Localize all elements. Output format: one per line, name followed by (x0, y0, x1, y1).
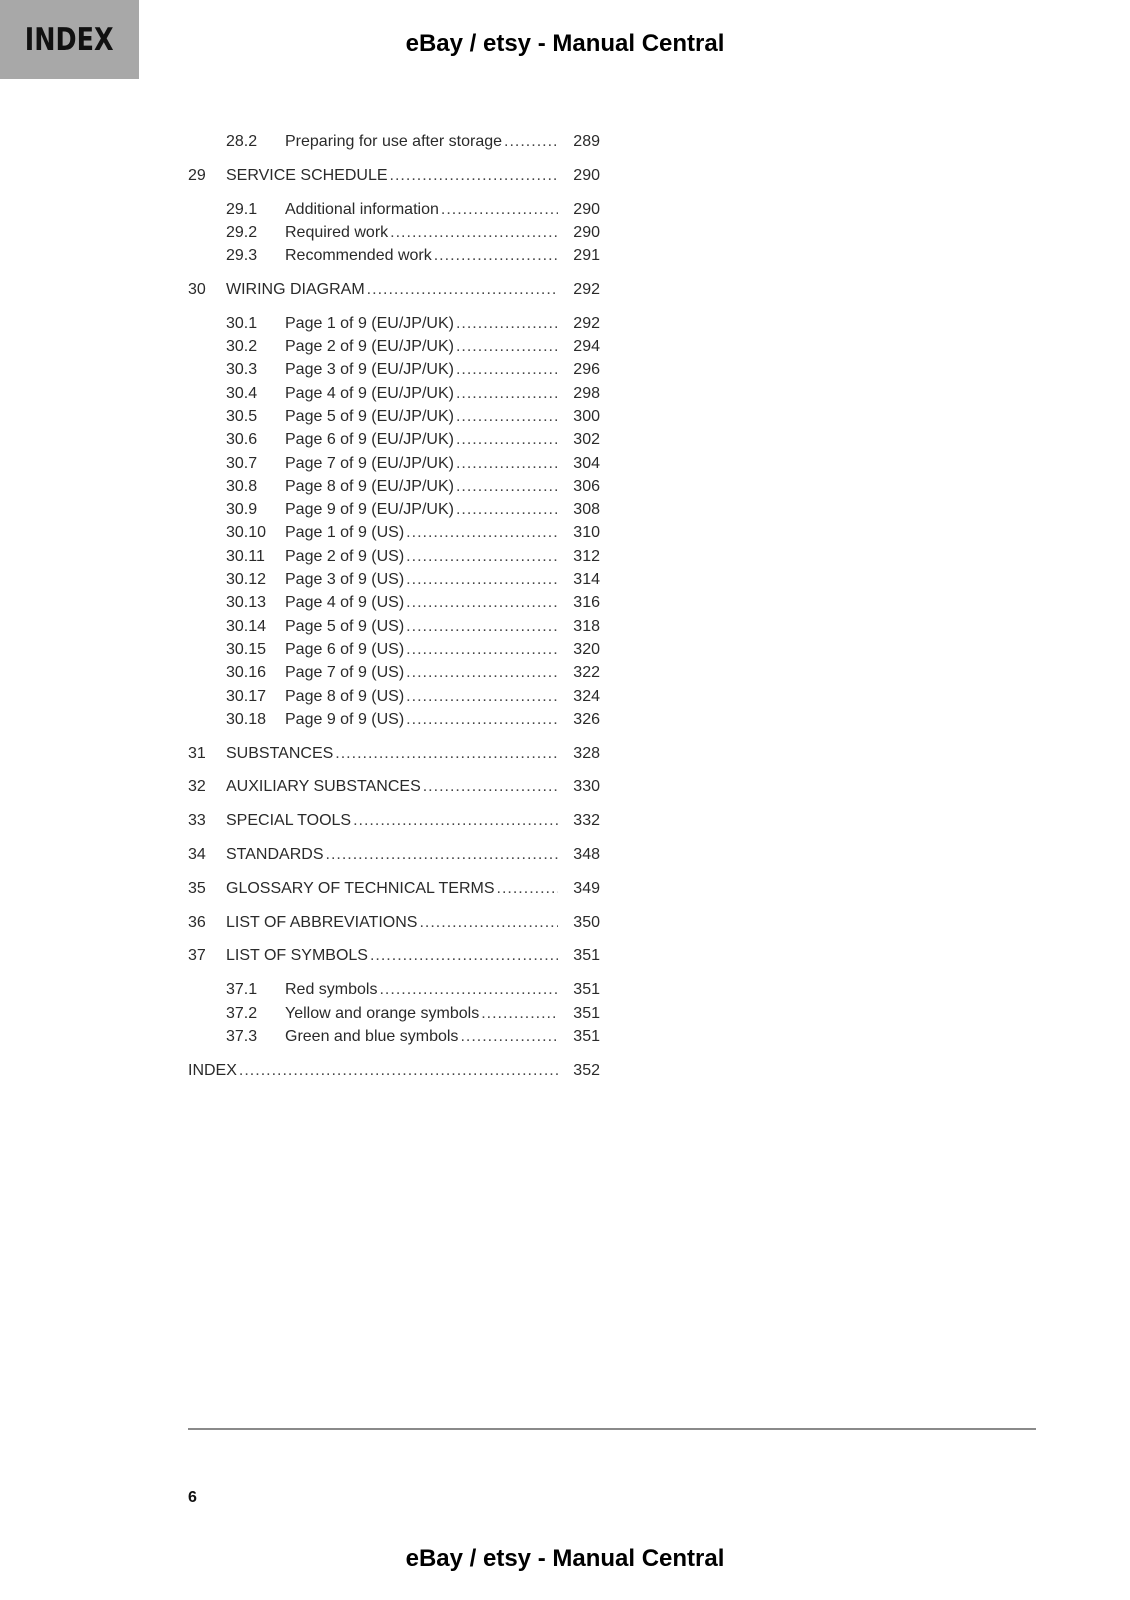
toc-entry-title: Page 2 of 9 (US) (285, 547, 405, 565)
toc-entry-number: 37.1 (226, 981, 258, 999)
toc-entry[interactable] (188, 382, 600, 405)
toc-entry-number: 30.15 (226, 640, 267, 658)
toc-entry[interactable] (188, 358, 600, 381)
toc-entry[interactable] (188, 521, 600, 544)
dot-leader (456, 428, 558, 451)
dot-leader (370, 944, 558, 967)
toc-entry[interactable] (188, 568, 600, 591)
toc-entry-number: 29.2 (226, 223, 258, 241)
toc-entry-number: 30.17 (226, 687, 267, 705)
toc-entry-page: 332 (573, 812, 600, 830)
toc-entry-number: 31 (188, 744, 206, 762)
toc-entry-title: WIRING DIAGRAM (226, 280, 365, 298)
toc-entry-title: Page 1 of 9 (EU/JP/UK) (285, 314, 454, 332)
toc-entry-title: Page 5 of 9 (US) (285, 617, 405, 635)
toc-entry-page: 326 (573, 710, 600, 728)
toc-entry-title: Red symbols (285, 981, 378, 999)
toc-entry-number: 30.5 (226, 407, 258, 425)
toc-entry-page: 349 (573, 879, 600, 897)
toc-entry-title: Preparing for use after storage (285, 133, 503, 150)
header-watermark-text: eBay / etsy - Manual Central (405, 30, 725, 57)
toc-entry-title: LIST OF SYMBOLS (226, 947, 368, 965)
toc-entry[interactable] (188, 809, 600, 832)
toc-entry-page: 350 (573, 913, 600, 931)
toc-entry-title: Required work (285, 223, 389, 241)
toc-entry-page: 351 (573, 1027, 600, 1045)
dot-leader (497, 877, 558, 900)
toc-entry-number: 30.7 (226, 454, 258, 472)
toc-entry[interactable] (188, 877, 600, 900)
dot-leader (456, 312, 558, 335)
toc-entry-number: 29.1 (226, 200, 258, 218)
dot-leader (390, 164, 558, 187)
toc-entry-number: 37.2 (226, 1004, 258, 1022)
toc-entry[interactable] (188, 221, 600, 244)
toc-entry-number: 30.3 (226, 361, 258, 379)
toc-entry-number: 30.14 (226, 617, 267, 635)
toc-entry[interactable] (188, 498, 600, 521)
toc-entry-title: Page 6 of 9 (US) (285, 640, 405, 658)
toc-entry-page: 348 (573, 846, 600, 864)
toc-entry-page: 351 (573, 1004, 600, 1022)
toc-entry[interactable] (188, 278, 600, 301)
toc-entry-title: SPECIAL TOOLS (226, 812, 352, 830)
toc-entry[interactable] (188, 944, 600, 967)
toc-entry[interactable] (188, 475, 600, 498)
toc-entry[interactable] (188, 978, 600, 1001)
toc-entry-number: 28.2 (226, 133, 258, 150)
dot-leader (456, 405, 558, 428)
toc-entry-page: 306 (573, 477, 600, 495)
toc-entry-page: 300 (573, 407, 600, 425)
toc-entry[interactable] (188, 661, 600, 684)
toc-entry[interactable] (188, 1025, 600, 1048)
dot-leader (456, 382, 558, 405)
toc-entry[interactable] (188, 843, 600, 866)
dot-leader (481, 1002, 558, 1025)
toc-entry[interactable] (188, 1002, 600, 1025)
toc-entry-title: INDEX (188, 1061, 237, 1079)
toc-entry-page: 304 (573, 454, 600, 472)
footer-watermark (0, 1545, 1130, 1573)
header-watermark (0, 30, 1130, 58)
toc-entry[interactable] (188, 198, 600, 221)
dot-leader (406, 638, 558, 661)
toc-entry-number: 32 (188, 778, 206, 796)
toc-entry-number: 30 (188, 280, 206, 298)
toc-entry-title: AUXILIARY SUBSTANCES (226, 778, 421, 796)
toc-entry-title: Green and blue symbols (285, 1027, 459, 1045)
toc-entry-number: 30.18 (226, 710, 267, 728)
toc-entry[interactable] (188, 708, 600, 731)
toc-entry[interactable] (188, 164, 600, 187)
toc-entry-number: 30.13 (226, 594, 267, 612)
dot-leader (239, 1059, 558, 1082)
toc-entry[interactable] (188, 911, 600, 934)
toc-entry-title: Additional information (285, 200, 439, 218)
dot-leader (423, 775, 558, 798)
dot-leader (406, 615, 558, 638)
dot-leader (406, 521, 558, 544)
toc-entry-title: Page 8 of 9 (EU/JP/UK) (285, 477, 454, 495)
toc-entry-number: 34 (188, 846, 206, 864)
toc-entry[interactable] (188, 312, 600, 335)
dot-leader (379, 978, 558, 1001)
toc-entry-title: Page 9 of 9 (EU/JP/UK) (285, 501, 454, 519)
footer-divider (188, 1428, 1036, 1430)
toc-entry-page: 290 (573, 200, 600, 218)
dot-leader (367, 278, 558, 301)
toc-entry-page: 310 (573, 524, 600, 542)
toc-entry[interactable] (188, 244, 600, 267)
toc-entry[interactable] (188, 545, 600, 568)
toc-entry[interactable] (188, 638, 600, 661)
toc-entry-page: 302 (573, 431, 600, 449)
toc-entry-number: 37.3 (226, 1027, 258, 1045)
toc-entry-number: 30.4 (226, 384, 258, 402)
toc-entry[interactable] (188, 405, 600, 428)
toc-entry-title: Page 1 of 9 (US) (285, 524, 405, 542)
toc-entry-page: 292 (573, 314, 600, 332)
toc-entry-title: Page 2 of 9 (EU/JP/UK) (285, 338, 454, 356)
toc-entry[interactable] (188, 452, 600, 475)
toc-entry-page: 312 (573, 547, 600, 565)
toc-entry-page: 296 (573, 361, 600, 379)
toc-entry-page: 318 (573, 617, 600, 635)
toc-entry-title: Recommended work (285, 247, 432, 265)
dot-leader (434, 244, 558, 267)
toc-entry-number: 30.9 (226, 501, 258, 519)
dot-leader (326, 843, 559, 866)
table-of-contents (188, 130, 600, 1082)
toc-entry[interactable] (188, 335, 600, 358)
toc-entry-number: 30.10 (226, 524, 267, 542)
dot-leader (353, 809, 558, 832)
toc-entry-page: 314 (573, 571, 600, 589)
dot-leader (390, 221, 558, 244)
toc-entry-page: 291 (573, 247, 600, 265)
toc-entry-page: 352 (573, 1061, 600, 1079)
toc-entry-title: Page 4 of 9 (EU/JP/UK) (285, 384, 454, 402)
toc-entry-title: Page 9 of 9 (US) (285, 710, 405, 728)
toc-entry-page: 290 (573, 223, 600, 241)
toc-entry-title: Page 6 of 9 (EU/JP/UK) (285, 431, 454, 449)
dot-leader (460, 1025, 558, 1048)
page-number: 6 (188, 1489, 197, 1506)
toc-entry-number: 30.2 (226, 338, 258, 356)
toc-entry-title: Page 7 of 9 (US) (285, 664, 405, 682)
dot-leader (335, 742, 558, 765)
toc-entry-number: 30.16 (226, 664, 267, 682)
toc-entry[interactable] (188, 685, 600, 708)
toc-entry-page: 322 (573, 664, 600, 682)
toc-entry-page: 324 (573, 687, 600, 705)
toc-entry-page: 316 (573, 594, 600, 612)
dot-leader (504, 130, 558, 153)
dot-leader (406, 661, 558, 684)
toc-entry-number: 30.12 (226, 571, 267, 589)
toc-entry-number: 37 (188, 947, 206, 965)
toc-entry[interactable] (188, 428, 600, 451)
toc-entry[interactable] (188, 130, 600, 153)
toc-entry-page: 320 (573, 640, 600, 658)
dot-leader (406, 568, 558, 591)
dot-leader (456, 335, 558, 358)
dot-leader (406, 591, 558, 614)
toc-entry-page: 298 (573, 384, 600, 402)
dot-leader (419, 911, 558, 934)
toc-entry-number: 30.6 (226, 431, 258, 449)
toc-entry-title: Page 8 of 9 (US) (285, 687, 405, 705)
toc-entry[interactable] (188, 591, 600, 614)
toc-entry-title: STANDARDS (226, 846, 324, 864)
toc-entry-title: LIST OF ABBREVIATIONS (226, 913, 418, 931)
dot-leader (456, 475, 558, 498)
dot-leader (406, 708, 558, 731)
toc-entry-title: Page 7 of 9 (EU/JP/UK) (285, 454, 454, 472)
footer-watermark-text: eBay / etsy - Manual Central (405, 1545, 725, 1572)
dot-leader (441, 198, 558, 221)
dot-leader (456, 498, 558, 521)
toc-entry-title: Yellow and orange symbols (285, 1004, 480, 1022)
toc-entry-number: 30.11 (226, 547, 265, 565)
toc-entry[interactable] (188, 1059, 600, 1082)
toc-entry[interactable] (188, 775, 600, 798)
toc-entry-title: Page 3 of 9 (US) (285, 571, 405, 589)
toc-entry-title: SUBSTANCES (226, 744, 334, 762)
toc-entry-number: 30.1 (226, 314, 258, 332)
toc-entry-title: Page 3 of 9 (EU/JP/UK) (285, 361, 454, 379)
toc-entry-number: 30.8 (226, 477, 258, 495)
toc-entry-title: Page 5 of 9 (EU/JP/UK) (285, 407, 454, 425)
toc-entry-page: 289 (573, 133, 600, 150)
toc-entry-number: 29 (188, 166, 206, 184)
toc-entry-title: Page 4 of 9 (US) (285, 594, 405, 612)
toc-entry-page: 351 (573, 947, 600, 965)
toc-entry[interactable] (188, 742, 600, 765)
toc-entry-number: 35 (188, 879, 206, 897)
toc-entry-title: SERVICE SCHEDULE (226, 166, 388, 184)
toc-entry-number: 29.3 (226, 247, 258, 265)
dot-leader (456, 358, 558, 381)
dot-leader (456, 452, 558, 475)
toc-entry-page: 294 (573, 338, 600, 356)
toc-entry-number: 36 (188, 913, 206, 931)
toc-entry-page: 351 (573, 981, 600, 999)
toc-entry-page: 290 (573, 166, 600, 184)
toc-entry-page: 328 (573, 744, 600, 762)
dot-leader (406, 545, 558, 568)
toc-entry[interactable] (188, 615, 600, 638)
toc-entry-page: 330 (573, 778, 600, 796)
toc-entry-title: GLOSSARY OF TECHNICAL TERMS (226, 879, 495, 897)
toc-entry-page: 292 (573, 280, 600, 298)
section-tab-label: INDEX (25, 21, 114, 58)
toc-entry-number: 33 (188, 812, 206, 830)
dot-leader (406, 685, 558, 708)
toc-entry-page: 308 (573, 501, 600, 519)
